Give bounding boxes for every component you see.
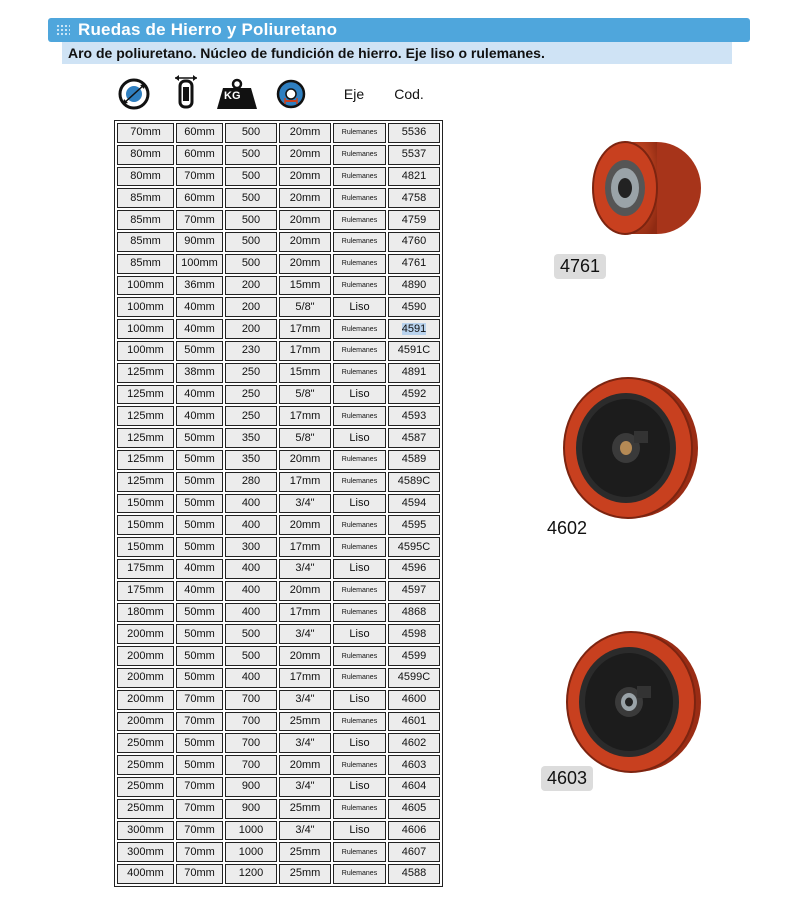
- code-cell: 4891: [388, 363, 440, 383]
- width-cell: 50mm: [176, 624, 223, 644]
- eje-cell: Rulemanes: [333, 276, 386, 296]
- code-cell: 5536: [388, 123, 440, 143]
- diameter-cell: 80mm: [117, 145, 174, 165]
- axle-cell: 17mm: [279, 537, 331, 557]
- code-cell: 4607: [388, 842, 440, 862]
- diameter-cell: 180mm: [117, 603, 174, 623]
- load-kg-cell: 250: [225, 385, 277, 405]
- code-cell: 4591C: [388, 341, 440, 361]
- table-row: [117, 515, 440, 535]
- code-cell: 4890: [388, 276, 440, 296]
- eje-cell: Rulemanes: [333, 254, 386, 274]
- load-kg-cell: 200: [225, 276, 277, 296]
- load-kg-cell: 500: [225, 188, 277, 208]
- table-row: [117, 581, 440, 601]
- eje-cell: Liso: [333, 385, 386, 405]
- code-cell: 4593: [388, 406, 440, 426]
- diameter-cell: 300mm: [117, 842, 174, 862]
- diameter-cell: 125mm: [117, 385, 174, 405]
- axle-cell: 20mm: [279, 210, 331, 230]
- load-kg-cell: 900: [225, 799, 277, 819]
- load-kg-cell: 700: [225, 733, 277, 753]
- load-kg-cell: 350: [225, 428, 277, 448]
- diameter-cell: 85mm: [117, 210, 174, 230]
- product-4761-photo: [585, 138, 705, 243]
- table-row: [117, 188, 440, 208]
- axle-cell: 5/8": [279, 428, 331, 448]
- diameter-cell: 80mm: [117, 167, 174, 187]
- load-kg-cell: 250: [225, 363, 277, 383]
- eje-cell: Rulemanes: [333, 646, 386, 666]
- diameter-cell: 70mm: [117, 123, 174, 143]
- code-cell: 4821: [388, 167, 440, 187]
- load-kg-cell: 400: [225, 494, 277, 514]
- width-cell: 70mm: [176, 712, 223, 732]
- table-row: [117, 537, 440, 557]
- eje-cell: Rulemanes: [333, 864, 386, 884]
- code-cell: 4602: [388, 733, 440, 753]
- table-row: [117, 123, 440, 143]
- axle-cell: 20mm: [279, 755, 331, 775]
- eje-cell: Rulemanes: [333, 232, 386, 252]
- width-cell: 70mm: [176, 821, 223, 841]
- eje-cell: Rulemanes: [333, 537, 386, 557]
- code-cell: 4595: [388, 515, 440, 535]
- axle-cell: 25mm: [279, 712, 331, 732]
- table-row: [117, 145, 440, 165]
- diameter-cell: 250mm: [117, 755, 174, 775]
- product-code-label: 4603: [541, 766, 593, 791]
- table-row: [117, 276, 440, 296]
- load-kg-cell: 900: [225, 777, 277, 797]
- table-row: [117, 297, 440, 317]
- grid-dots-icon: [56, 24, 70, 36]
- code-cell: 4600: [388, 690, 440, 710]
- load-kg-cell: 500: [225, 145, 277, 165]
- axle-diameter-icon: [274, 74, 308, 114]
- table-row: [117, 668, 440, 688]
- diameter-cell: 250mm: [117, 777, 174, 797]
- load-kg-cell: 700: [225, 755, 277, 775]
- code-cell: 4597: [388, 581, 440, 601]
- width-cell: 70mm: [176, 777, 223, 797]
- width-cell: 60mm: [176, 145, 223, 165]
- code-cell: 4868: [388, 603, 440, 623]
- code-cell: 4601: [388, 712, 440, 732]
- product-4603-photo: [565, 630, 705, 780]
- axle-cell: 3/4": [279, 624, 331, 644]
- axle-cell: 20mm: [279, 646, 331, 666]
- load-kg-cell: 400: [225, 581, 277, 601]
- table-row: [117, 733, 440, 753]
- axle-cell: 20mm: [279, 232, 331, 252]
- width-cell: 40mm: [176, 406, 223, 426]
- load-kg-cell: 1200: [225, 864, 277, 884]
- diameter-cell: 125mm: [117, 363, 174, 383]
- eje-cell: Liso: [333, 559, 386, 579]
- width-cell: 70mm: [176, 864, 223, 884]
- axle-cell: 3/4": [279, 733, 331, 753]
- code-cell: 4605: [388, 799, 440, 819]
- eje-cell: Rulemanes: [333, 210, 386, 230]
- code-cell: [388, 319, 440, 339]
- table-row: [117, 341, 440, 361]
- width-cell: 50mm: [176, 603, 223, 623]
- diameter-cell: 85mm: [117, 232, 174, 252]
- section-title: Ruedas de Hierro y Poliuretano: [78, 20, 338, 39]
- code-cell: 4596: [388, 559, 440, 579]
- axle-cell: 20mm: [279, 123, 331, 143]
- table-row: [117, 428, 440, 448]
- table-row: [117, 777, 440, 797]
- eje-cell: Rulemanes: [333, 842, 386, 862]
- diameter-cell: 200mm: [117, 668, 174, 688]
- product-4602-photo: [562, 376, 702, 526]
- code-cell: 4594: [388, 494, 440, 514]
- axle-cell: 3/4": [279, 690, 331, 710]
- axle-cell: 25mm: [279, 842, 331, 862]
- axle-cell: 17mm: [279, 341, 331, 361]
- width-cell: 50mm: [176, 733, 223, 753]
- table-row: [117, 821, 440, 841]
- diameter-cell: 200mm: [117, 712, 174, 732]
- table-row: [117, 559, 440, 579]
- width-cell: 38mm: [176, 363, 223, 383]
- diameter-cell: 175mm: [117, 581, 174, 601]
- width-cell: 40mm: [176, 297, 223, 317]
- table-row: [117, 494, 440, 514]
- axle-cell: 5/8": [279, 297, 331, 317]
- diameter-cell: 200mm: [117, 646, 174, 666]
- code-cell: 4587: [388, 428, 440, 448]
- load-kg-cell: 500: [225, 254, 277, 274]
- axle-cell: 20mm: [279, 254, 331, 274]
- eje-cell: Rulemanes: [333, 319, 386, 339]
- eje-cell: Liso: [333, 624, 386, 644]
- load-kg-cell: 700: [225, 712, 277, 732]
- table-row: [117, 472, 440, 492]
- section-title-bar: [48, 18, 750, 42]
- axle-cell: 3/4": [279, 494, 331, 514]
- code-cell: 4589C: [388, 472, 440, 492]
- width-cell: 40mm: [176, 319, 223, 339]
- width-cell: 40mm: [176, 559, 223, 579]
- load-kg-cell: 300: [225, 537, 277, 557]
- width-cell: 70mm: [176, 799, 223, 819]
- width-cell: 40mm: [176, 581, 223, 601]
- table-row: [117, 210, 440, 230]
- width-cell: 70mm: [176, 210, 223, 230]
- load-kg-cell: 230: [225, 341, 277, 361]
- eje-cell: Rulemanes: [333, 515, 386, 535]
- load-kg-cell: 500: [225, 123, 277, 143]
- load-kg-cell: 200: [225, 319, 277, 339]
- wheel-specs-table: [114, 120, 443, 887]
- weight-kg-icon: [214, 74, 260, 114]
- axle-cell: 15mm: [279, 363, 331, 383]
- eje-cell: Rulemanes: [333, 188, 386, 208]
- eje-cell: Rulemanes: [333, 167, 386, 187]
- eje-cell: Rulemanes: [333, 406, 386, 426]
- code-cell: 4599C: [388, 668, 440, 688]
- axle-cell: 20mm: [279, 581, 331, 601]
- load-kg-cell: 500: [225, 210, 277, 230]
- axle-cell: 15mm: [279, 276, 331, 296]
- code-cell: 4599: [388, 646, 440, 666]
- code-cell: 4595C: [388, 537, 440, 557]
- table-row: [117, 232, 440, 252]
- code-cell: 4592: [388, 385, 440, 405]
- load-kg-cell: 280: [225, 472, 277, 492]
- axle-cell: 20mm: [279, 188, 331, 208]
- eje-cell: Rulemanes: [333, 712, 386, 732]
- diameter-cell: 175mm: [117, 559, 174, 579]
- code-cell: 4604: [388, 777, 440, 797]
- width-cell: 60mm: [176, 123, 223, 143]
- axle-cell: 17mm: [279, 472, 331, 492]
- diameter-cell: 200mm: [117, 624, 174, 644]
- axle-cell: 17mm: [279, 603, 331, 623]
- width-cell: 50mm: [176, 668, 223, 688]
- load-kg-cell: 500: [225, 167, 277, 187]
- diameter-cell: 125mm: [117, 450, 174, 470]
- load-kg-cell: 200: [225, 297, 277, 317]
- axle-cell: 3/4": [279, 821, 331, 841]
- load-kg-cell: 400: [225, 668, 277, 688]
- code-cell: 4590: [388, 297, 440, 317]
- diameter-cell: 125mm: [117, 406, 174, 426]
- eje-cell: Liso: [333, 494, 386, 514]
- table-row: [117, 646, 440, 666]
- kg-label: KG: [224, 90, 241, 102]
- diameter-cell: 150mm: [117, 515, 174, 535]
- eje-cell: Rulemanes: [333, 799, 386, 819]
- axle-cell: 17mm: [279, 668, 331, 688]
- cod-header: Cod.: [394, 86, 424, 102]
- diameter-cell: 125mm: [117, 428, 174, 448]
- eje-cell: Rulemanes: [333, 668, 386, 688]
- table-row: [117, 167, 440, 187]
- width-cell: 70mm: [176, 690, 223, 710]
- code-cell: 4759: [388, 210, 440, 230]
- eje-cell: Liso: [333, 297, 386, 317]
- table-row: [117, 864, 440, 884]
- diameter-cell: 100mm: [117, 341, 174, 361]
- load-kg-cell: 500: [225, 232, 277, 252]
- eje-cell: Rulemanes: [333, 581, 386, 601]
- product-code-label: 4602: [547, 518, 588, 538]
- load-kg-cell: 250: [225, 406, 277, 426]
- table-row: [117, 319, 440, 339]
- width-cell: 50mm: [176, 646, 223, 666]
- load-kg-cell: 400: [225, 603, 277, 623]
- eje-cell: Rulemanes: [333, 472, 386, 492]
- load-kg-cell: 500: [225, 646, 277, 666]
- diameter-cell: 150mm: [117, 494, 174, 514]
- eje-cell: Liso: [333, 428, 386, 448]
- section-subtitle-bar: [62, 42, 732, 64]
- width-cell: 50mm: [176, 494, 223, 514]
- width-cell: 40mm: [176, 385, 223, 405]
- eje-cell: Rulemanes: [333, 145, 386, 165]
- axle-cell: 25mm: [279, 799, 331, 819]
- code-cell: 4603: [388, 755, 440, 775]
- code-cell: 4588: [388, 864, 440, 884]
- eje-cell: Rulemanes: [333, 450, 386, 470]
- load-kg-cell: 1000: [225, 821, 277, 841]
- table-row: [117, 624, 440, 644]
- axle-cell: 17mm: [279, 406, 331, 426]
- diameter-cell: 85mm: [117, 254, 174, 274]
- eje-cell: Rulemanes: [333, 603, 386, 623]
- width-cell: 50mm: [176, 428, 223, 448]
- code-cell: 4606: [388, 821, 440, 841]
- table-row: [117, 385, 440, 405]
- wheel-width-icon: [168, 74, 204, 114]
- table-row: [117, 690, 440, 710]
- width-cell: 90mm: [176, 232, 223, 252]
- eje-cell: Liso: [333, 690, 386, 710]
- eje-cell: Rulemanes: [333, 363, 386, 383]
- diameter-cell: 150mm: [117, 537, 174, 557]
- axle-cell: 20mm: [279, 145, 331, 165]
- load-kg-cell: 1000: [225, 842, 277, 862]
- product-code-label: 4761: [554, 254, 606, 279]
- width-cell: 100mm: [176, 254, 223, 274]
- diameter-cell: 300mm: [117, 821, 174, 841]
- width-cell: 50mm: [176, 537, 223, 557]
- eje-cell: Rulemanes: [333, 123, 386, 143]
- table-row: [117, 603, 440, 623]
- width-cell: 70mm: [176, 842, 223, 862]
- table-row: [117, 254, 440, 274]
- load-kg-cell: 500: [225, 624, 277, 644]
- diameter-cell: 100mm: [117, 319, 174, 339]
- table-row: [117, 450, 440, 470]
- code-cell: 4598: [388, 624, 440, 644]
- load-kg-cell: 400: [225, 559, 277, 579]
- axle-cell: 25mm: [279, 864, 331, 884]
- width-cell: 50mm: [176, 515, 223, 535]
- diameter-cell: 100mm: [117, 276, 174, 296]
- eje-cell: Liso: [333, 733, 386, 753]
- eje-cell: Liso: [333, 821, 386, 841]
- table-row: [117, 712, 440, 732]
- eje-cell: Rulemanes: [333, 755, 386, 775]
- width-cell: 50mm: [176, 450, 223, 470]
- code-cell: 5537: [388, 145, 440, 165]
- axle-cell: 20mm: [279, 167, 331, 187]
- eje-cell: Rulemanes: [333, 341, 386, 361]
- axle-cell: 20mm: [279, 515, 331, 535]
- width-cell: 70mm: [176, 167, 223, 187]
- load-kg-cell: 700: [225, 690, 277, 710]
- code-cell: 4760: [388, 232, 440, 252]
- diameter-cell: 250mm: [117, 799, 174, 819]
- code-cell: 4589: [388, 450, 440, 470]
- eje-cell: Liso: [333, 777, 386, 797]
- eje-header: Eje: [343, 86, 365, 102]
- table-row: [117, 799, 440, 819]
- load-kg-cell: 400: [225, 515, 277, 535]
- load-kg-cell: 350: [225, 450, 277, 470]
- axle-cell: 20mm: [279, 450, 331, 470]
- section-subtitle: Aro de poliuretano. Núcleo de fundición de hierro. Eje liso o rulemanes.: [68, 45, 545, 61]
- table-row: [117, 363, 440, 383]
- diameter-cell: 200mm: [117, 690, 174, 710]
- width-cell: 36mm: [176, 276, 223, 296]
- width-cell: 60mm: [176, 188, 223, 208]
- axle-cell: 17mm: [279, 319, 331, 339]
- wheel-diameter-icon: [114, 74, 154, 114]
- table-row: [117, 755, 440, 775]
- width-cell: 50mm: [176, 341, 223, 361]
- axle-cell: 5/8": [279, 385, 331, 405]
- diameter-cell: 400mm: [117, 864, 174, 884]
- axle-cell: 3/4": [279, 777, 331, 797]
- table-row: [117, 842, 440, 862]
- code-cell: 4761: [388, 254, 440, 274]
- diameter-cell: 85mm: [117, 188, 174, 208]
- highlighted-code: 4591: [401, 322, 427, 335]
- axle-cell: 3/4": [279, 559, 331, 579]
- width-cell: 50mm: [176, 472, 223, 492]
- width-cell: 50mm: [176, 755, 223, 775]
- table-row: [117, 406, 440, 426]
- diameter-cell: 100mm: [117, 297, 174, 317]
- code-cell: 4758: [388, 188, 440, 208]
- diameter-cell: 250mm: [117, 733, 174, 753]
- diameter-cell: 125mm: [117, 472, 174, 492]
